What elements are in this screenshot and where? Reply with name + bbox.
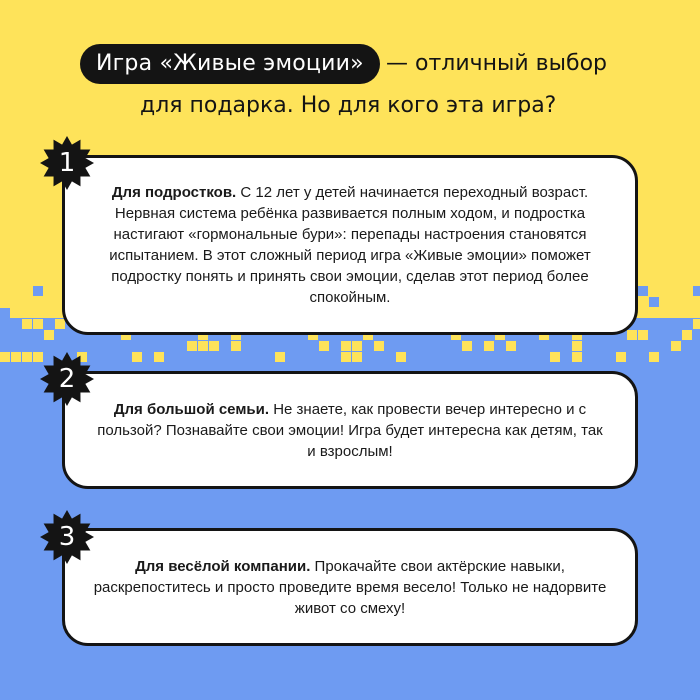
card-body: Прокачайте свои актёрские навыки, раскрепоститесь и просто проведите время весело! Только не надорвите живот со смеху!: [93, 557, 607, 617]
number-badge-2: [40, 352, 94, 406]
title-subline: для подарка. Но для кого эта игра?: [140, 93, 557, 118]
badge-number: 1: [58, 148, 76, 178]
pixel-block: [22, 352, 32, 362]
pixel-block: [627, 330, 637, 340]
pixel-block: [506, 341, 516, 351]
pixel-block: [462, 341, 472, 351]
pixel-block: [693, 319, 700, 329]
pixel-block: [572, 341, 582, 351]
card-body: Не знаете, как провести вечер интересно и с пользой? Познавайте свои эмоции! Игра будет интересна как детям, так и взрослым!: [97, 400, 603, 460]
card-body: С 12 лет у детей начинается переходный возраст. Нервная система ребёнка развивается полным ходом, и подростка настигают «гормональные бури»: перепады настроения становятся испытанием. В этот сложный период игра «Живые эмоции» поможет подростку понять и принять свои эмоции, сделав этот период более спокойным.: [109, 184, 591, 306]
pixel-block: [484, 341, 494, 351]
pixel-block: [649, 297, 659, 307]
pixel-block: [396, 352, 406, 362]
number-badge-1: [40, 136, 94, 190]
pixel-block: [198, 341, 208, 351]
pixel-block: [132, 352, 142, 362]
card-heading: Для подростков.: [111, 184, 237, 201]
pixel-block: [231, 341, 241, 351]
badge-number: 3: [58, 522, 76, 552]
card-company: [62, 528, 638, 646]
pixel-block: [33, 319, 43, 329]
pixel-block: [55, 319, 65, 329]
pixel-block: [374, 341, 384, 351]
pixel-block: [638, 286, 648, 296]
pixel-block: [33, 286, 43, 296]
number-badge-3: [40, 510, 94, 564]
pixel-block: [0, 308, 10, 318]
pixel-block: [341, 341, 351, 351]
title-rest: — отличный выбор: [386, 51, 607, 76]
card-text: [91, 182, 609, 308]
pixel-block: [616, 352, 626, 362]
card-teenagers: [62, 155, 638, 335]
card-heading: Для большой семьи.: [113, 400, 270, 418]
card-heading: Для весёлой компании.: [135, 557, 311, 575]
pixel-block: [319, 341, 329, 351]
pixel-block: [638, 330, 648, 340]
pixel-block: [572, 352, 582, 362]
card-text: [91, 399, 609, 462]
card-family: [62, 371, 638, 489]
pixel-block: [352, 352, 362, 362]
pixel-block: [0, 352, 10, 362]
pixel-block: [154, 352, 164, 362]
title: [80, 42, 640, 118]
pixel-block: [187, 341, 197, 351]
badge-number: 2: [58, 364, 76, 394]
pixel-block: [649, 352, 659, 362]
pixel-block: [209, 341, 219, 351]
pixel-block: [682, 330, 692, 340]
title-highlight: Игра «Живые эмоции»: [80, 44, 380, 84]
pixel-block: [341, 352, 351, 362]
pixel-block: [550, 352, 560, 362]
pixel-block: [671, 341, 681, 351]
pixel-block: [44, 330, 54, 340]
pixel-block: [22, 319, 32, 329]
pixel-block: [275, 352, 285, 362]
pixel-block: [352, 341, 362, 351]
card-text: [91, 556, 609, 619]
pixel-block: [693, 286, 700, 296]
pixel-block: [11, 352, 21, 362]
